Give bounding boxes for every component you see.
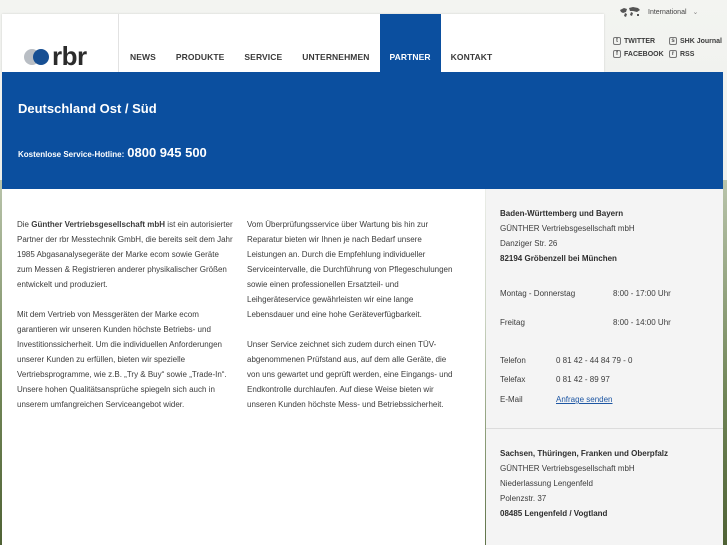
hours-day: Montag - Donnerstag	[500, 289, 576, 298]
rss-icon: r	[669, 50, 677, 58]
hotline-number[interactable]: 0800 945 500	[127, 145, 207, 160]
rss-label: RSS	[680, 50, 695, 58]
twitter-link[interactable]	[613, 37, 669, 45]
office-1-street: Danziger Str. 26	[500, 239, 558, 248]
nav-news[interactable]: NEWS	[130, 52, 156, 62]
fax-label: Telefax	[500, 375, 526, 384]
nav-unternehmen[interactable]: UNTERNEHMEN	[302, 52, 370, 62]
hours-time: 8:00 - 17:00 Uhr	[613, 289, 671, 298]
office-1-city: 82194 Gröbenzell bei München	[500, 254, 617, 263]
email-row	[500, 395, 613, 404]
distribution-paragraph: Mit dem Vertrieb von Messgeräten der Marke ecom garantieren wir unseren Kunden höchste Betriebs- und Investitionssicherheit. Um die individuellen Anforderungen unserer Kunden zu erfüllen, bieten wir spezielle Vertriebsprogramme, wie z.B. „Try & Buy“ sowie „Trade-In“. Unsere hohen Qualitätsansprüche spiegeln sich auch in unserem umfangreichen Serviceangebot wider.	[17, 310, 227, 409]
social-links	[613, 37, 727, 58]
office-2-address	[500, 446, 668, 521]
office-1-address	[500, 206, 635, 266]
office-1-region: Baden-Württemberg und Bayern	[500, 209, 624, 218]
shk-journal-link[interactable]	[669, 37, 727, 45]
hours-row-fri	[500, 318, 671, 327]
chevron-down-icon: ⌄	[692, 9, 699, 16]
fax-row	[500, 375, 610, 384]
logo-text: rbr	[52, 41, 87, 71]
intro-paragraph: Die Günther Vertriebsgesellschaft mbH ist ein autorisierter Partner der rbr Messtechnik GmbH, die bereits seit dem Jahr 1985 Abgasanalysegeräte der Marke ecom sowie Geräte zum Messen & Registrieren anderer physikalischer Größen entwickelt und produziert.	[17, 220, 233, 289]
office-2-company: GÜNTHER Vertriebsgesellschaft mbH	[500, 464, 635, 473]
phone-row	[500, 356, 633, 365]
facebook-icon: f	[613, 50, 621, 58]
journal-icon: s	[669, 37, 677, 45]
international-label: International	[648, 8, 687, 16]
logo-circle-blue	[33, 49, 49, 65]
email-request-link[interactable]: Anfrage senden	[556, 395, 613, 404]
page-title: Deutschland Ost / Süd	[18, 101, 157, 116]
sidebar-divider	[486, 428, 723, 429]
email-label: E-Mail	[500, 395, 523, 404]
phone-number[interactable]: 0 81 42 - 44 84 79 - 0	[556, 356, 633, 365]
page-banner	[2, 72, 723, 189]
service-paragraph: Vom Überprüfungsservice über Wartung bis hin zur Reparatur bieten wir Ihnen je nach Bedarf unsere Leistungen an. Durch die Empfehlung individueller Serviceintervalle, die Durchführung von Pflegeschulungen sowie einen professionellen Ersatzteil- und Leihgeräteservice gewährleisten wir eine lange Lebensdauer und eine hohe Geräteverfügbarkeit.	[247, 220, 453, 319]
facebook-link[interactable]	[613, 50, 669, 58]
nav-service[interactable]: SERVICE	[244, 52, 283, 62]
testbench-paragraph: Unser Service zeichnet sich zudem durch einen TÜV-abgenommenen Prüfstand aus, auf dem alle Geräte, die von uns gewartet und geprüft werden, eine Eingangs- und Endkontrolle durchlaufen. Auf diese Weise bieten wir unseren Kunden höchste Mess- und Betriebssicherheit.	[247, 340, 453, 409]
world-map-icon	[618, 6, 642, 18]
logo[interactable]	[2, 14, 119, 72]
fax-number: 0 81 42 - 89 97	[556, 375, 610, 384]
service-hotline	[18, 145, 207, 160]
office-1-company: GÜNTHER Vertriebsgesellschaft mbH	[500, 224, 635, 233]
hours-row-mon-thu	[500, 289, 671, 298]
twitter-icon: t	[613, 37, 621, 45]
nav-partner[interactable]: PARTNER	[380, 14, 441, 72]
main-navigation	[120, 14, 502, 72]
nav-produkte[interactable]: PRODUKTE	[175, 52, 225, 62]
nav-kontakt[interactable]: KONTAKT	[450, 52, 493, 62]
office-2-region: Sachsen, Thüringen, Franken und Oberpfalz	[500, 449, 669, 458]
office-2-street: Polenzstr. 37	[500, 494, 547, 503]
content-column-right	[247, 217, 459, 427]
twitter-label: TWITTER	[624, 37, 656, 45]
office-2-city: 08485 Lengenfeld / Vogtland	[500, 509, 608, 518]
office-2-branch: Niederlassung Lengenfeld	[500, 479, 593, 488]
content-column-left	[17, 217, 235, 427]
shk-journal-label: SHK Journal	[680, 37, 723, 45]
company-name: Günther Vertriebsgesellschaft mbH	[31, 220, 166, 229]
phone-label: Telefon	[500, 356, 526, 365]
international-selector[interactable]	[618, 6, 698, 18]
hours-day: Freitag	[500, 318, 525, 327]
rss-link[interactable]	[669, 50, 727, 58]
facebook-label: FACEBOOK	[624, 50, 664, 58]
hours-time: 8:00 - 14:00 Uhr	[613, 318, 671, 327]
hotline-label: Kostenlose Service-Hotline:	[18, 150, 125, 159]
